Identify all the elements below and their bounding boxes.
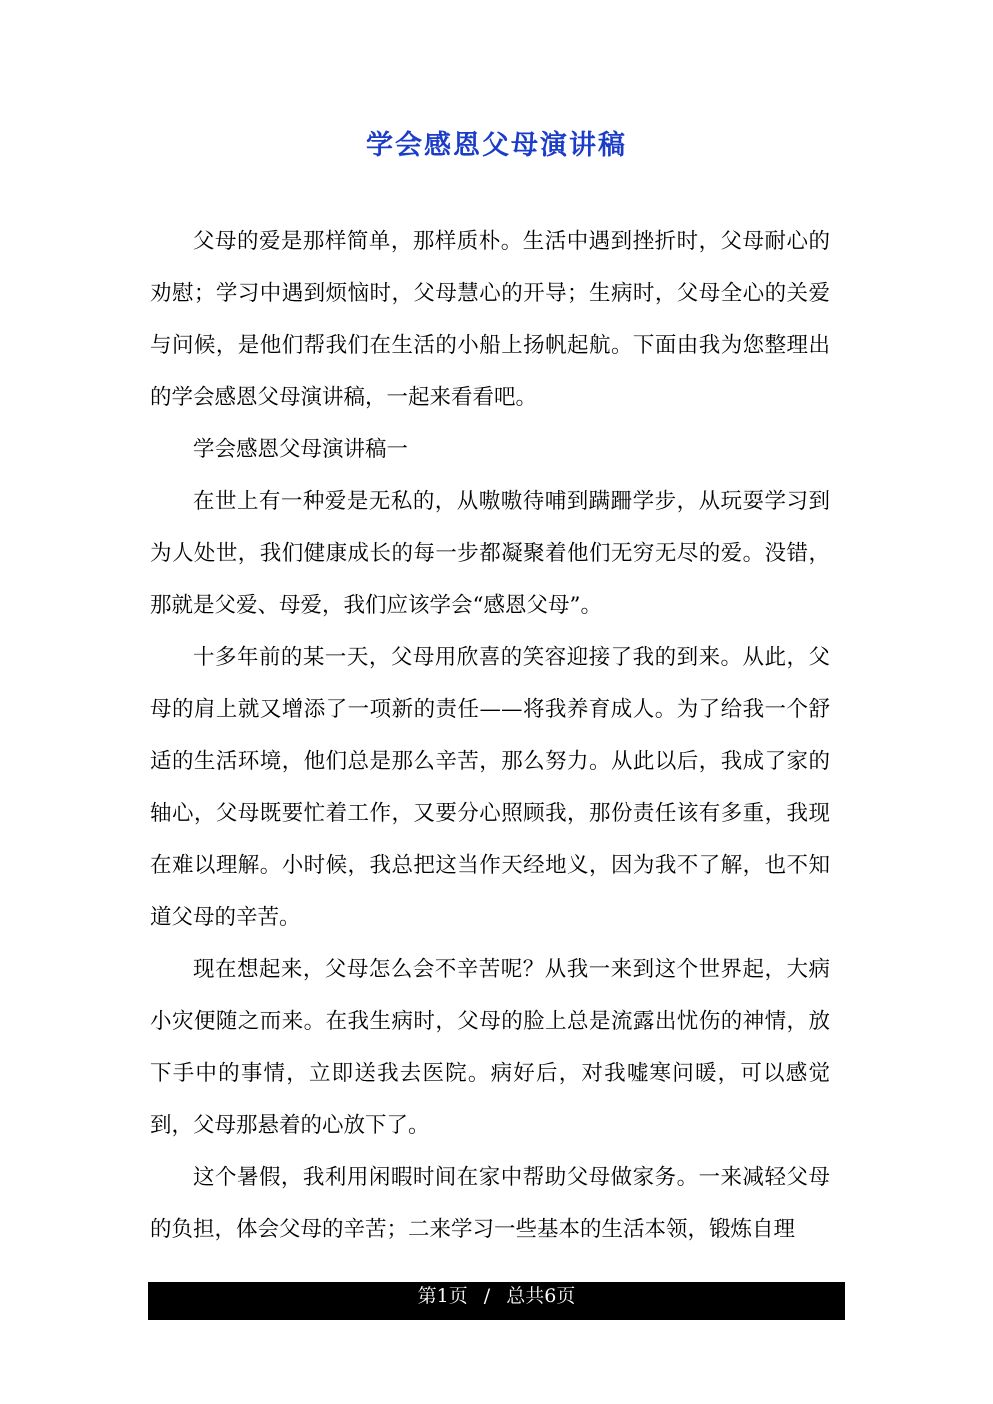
page-footer bbox=[148, 1282, 845, 1320]
document-body bbox=[150, 216, 830, 1256]
page-number: 第1页 bbox=[417, 1285, 468, 1307]
section-heading: 学会感恩父母演讲稿一 bbox=[193, 437, 409, 462]
paragraph: 这个暑假，我利用闲暇时间在家中帮助父母做家务。一来减轻父母的负担，体会父母的辛苦；二来学习一些基本的生活本领，锻炼自理 bbox=[150, 1165, 830, 1242]
paragraph: 十多年前的某一天，父母用欣喜的笑容迎接了我的到来。从此，父母的肩上就又增添了一项新的责任——将我养育成人。为了给我一个舒适的生活环境，他们总是那么辛苦，那么努力。从此以后，我成了家的轴心，父母既要忙着工作，又要分心照顾我，那份责任该有多重，我现在难以理解。小时候，我总把这当作天经地义，因为我不了解，也不知道父母的辛苦。 bbox=[150, 645, 830, 930]
paragraph: 在世上有一种爱是无私的，从嗷嗷待哺到蹒跚学步，从玩耍学习到为人处世，我们健康成长的每一步都凝聚着他们无穷无尽的爱。没错，那就是父爱、母爱，我们应该学会“感恩父母”。 bbox=[150, 489, 830, 618]
page-total: 总共6页 bbox=[506, 1285, 576, 1307]
paragraph-intro: 父母的爱是那样简单，那样质朴。生活中遇到挫折时，父母耐心的劝慰；学习中遇到烦恼时，父母慧心的开导；生病时，父母全心的关爱与问候，是他们帮我们在生活的小船上扬帆起航。下面由我为您整理出的学会感恩父母演讲稿，一起来看看吧。 bbox=[150, 229, 830, 410]
paragraph: 现在想起来，父母怎么会不辛苦呢？从我一来到这个世界起，大病小灾便随之而来。在我生病时，父母的脸上总是流露出忧伤的神情，放下手中的事情，立即送我去医院。病好后，对我嘘寒问暖，可以感觉到，父母那悬着的心放下了。 bbox=[150, 957, 830, 1138]
page-separator: / bbox=[483, 1285, 491, 1307]
document-title: 学会感恩父母演讲稿 bbox=[366, 130, 627, 161]
